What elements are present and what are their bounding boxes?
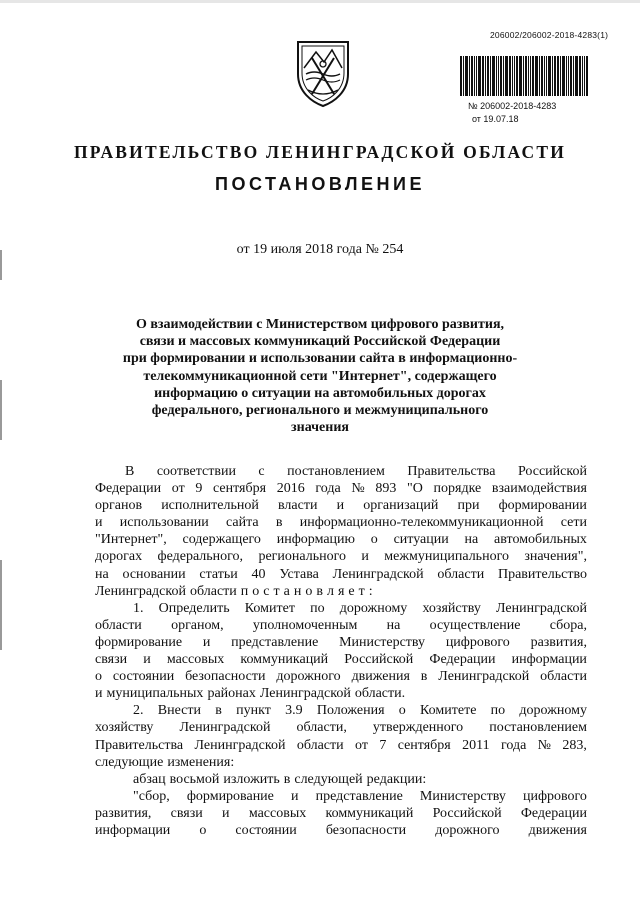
body-line — [95, 651, 587, 668]
word: постановлением — [287, 464, 385, 479]
word: постановлением — [489, 720, 587, 736]
scan-top-edge — [0, 0, 640, 3]
word: автомобильных — [494, 532, 587, 548]
word: на — [386, 617, 401, 633]
word: хозяйству — [422, 600, 481, 616]
word: области, — [296, 720, 347, 736]
word: от — [355, 737, 368, 753]
word: развития, — [530, 634, 587, 650]
word: области — [95, 617, 142, 633]
word: цифрового — [445, 634, 510, 650]
word: в — [316, 583, 323, 599]
word: содержащего — [182, 532, 261, 548]
word: В — [125, 464, 135, 479]
word: Российской — [517, 464, 587, 479]
word: "сбор, — [133, 788, 170, 804]
word: Ленинградской — [438, 669, 530, 685]
subject-line: телекоммуникационной сети "Интернет", содержащего — [143, 368, 497, 384]
word: массовых — [248, 805, 307, 821]
word: и — [222, 805, 230, 821]
word: движения — [351, 669, 410, 685]
word: Федерации — [429, 652, 496, 668]
word: движения — [528, 822, 587, 838]
word: состоянии — [112, 669, 175, 685]
registration-number: № 206002-2018-4283 — [468, 101, 557, 111]
word: пункт — [236, 703, 271, 719]
word: Ленинградской — [332, 566, 424, 582]
word: цифрового — [522, 788, 587, 804]
word: следующие — [95, 754, 164, 770]
word: н — [293, 583, 302, 599]
word: взаимодействия — [491, 481, 587, 497]
scan-edge-mark — [0, 560, 2, 650]
word: 9 — [195, 481, 203, 497]
word: сентября — [213, 481, 267, 497]
body-line — [95, 514, 587, 531]
body-line — [95, 583, 587, 600]
word: л — [326, 583, 334, 599]
word: информацию — [276, 532, 355, 548]
word: о — [370, 532, 378, 548]
word: № — [537, 737, 552, 753]
body-line — [95, 548, 587, 565]
body-line — [95, 634, 587, 651]
word: информационно-телекоммуникационной — [299, 515, 544, 531]
word: 893 — [375, 481, 397, 497]
resolution-body — [95, 463, 587, 839]
word: области. — [354, 686, 406, 702]
word: 2016 — [276, 481, 305, 497]
word: 283, — [562, 737, 587, 753]
word: в — [420, 669, 428, 685]
subject-line: при формировании и использовании сайта в информационно- — [122, 351, 518, 367]
word: органов — [95, 498, 143, 514]
word: муниципальных — [106, 686, 204, 702]
word: изложить — [223, 771, 280, 787]
body-line — [95, 600, 587, 617]
word: области — [437, 566, 485, 582]
word: сбора, — [549, 617, 587, 633]
word: Министерству — [339, 634, 426, 650]
word: связи — [170, 805, 203, 821]
word: Федерации — [520, 805, 587, 821]
word: № — [351, 481, 365, 497]
word: я — [337, 583, 345, 599]
word: федерального, — [157, 549, 244, 565]
word: и — [291, 788, 299, 804]
word: Ленинградской — [95, 583, 186, 599]
word: о — [252, 583, 260, 599]
word: формирование — [186, 788, 274, 804]
word: Правительства — [95, 737, 184, 753]
word: развития, — [95, 805, 152, 821]
word: использовании — [119, 515, 209, 531]
word: статьи — [199, 566, 238, 582]
word: Положения — [316, 703, 385, 719]
word: Российской — [344, 652, 414, 668]
word: Федерации — [95, 481, 162, 497]
word: Определить — [158, 600, 230, 616]
word: года — [315, 481, 341, 497]
word: связи — [95, 652, 128, 668]
word: на — [95, 566, 109, 582]
word: е — [348, 583, 355, 599]
word: области — [189, 583, 237, 599]
word: Устава — [279, 566, 319, 582]
word: т — [358, 583, 365, 599]
subject-line: значения — [291, 420, 349, 436]
body-line — [95, 702, 587, 719]
word: Ленинградской — [496, 600, 587, 616]
body-line — [95, 685, 587, 702]
word: Правительство — [497, 566, 587, 582]
word: области — [296, 737, 344, 753]
word: Внести — [157, 703, 201, 719]
word: Правительства — [407, 464, 496, 479]
word: т — [273, 583, 280, 599]
body-line — [95, 737, 587, 754]
document-type-title: ПОСТАНОВЛЕНИЕ — [215, 174, 425, 194]
word: 2. — [133, 703, 144, 719]
word: хозяйству — [95, 720, 154, 736]
word: с — [263, 583, 270, 599]
word: 7 — [379, 737, 387, 753]
scan-edge-mark — [0, 380, 2, 440]
word: утвержденного — [372, 720, 464, 736]
word: при — [457, 498, 480, 514]
word: массовых — [166, 652, 225, 668]
word: области — [540, 669, 587, 685]
word: состоянии — [235, 822, 297, 838]
body-line — [95, 480, 587, 497]
word: Министерству — [419, 788, 506, 804]
word: 2011 — [462, 737, 490, 753]
word: и — [361, 549, 369, 565]
word: дорогах — [95, 549, 143, 565]
body-line — [95, 805, 587, 822]
word: исполнительной — [161, 498, 259, 514]
word: регионального — [258, 549, 346, 565]
word: формирование — [95, 634, 183, 650]
word: и — [202, 634, 211, 650]
word: значения", — [524, 549, 587, 565]
word: следующей — [294, 771, 363, 787]
word: по — [310, 600, 325, 616]
barcode — [460, 56, 612, 96]
word: дорожному — [339, 600, 408, 616]
body-line — [95, 788, 587, 805]
body-line — [95, 617, 587, 634]
body-line — [95, 566, 587, 583]
word: Ленинградской — [179, 720, 271, 736]
word: от — [171, 481, 185, 497]
word: коммуникаций — [325, 805, 414, 821]
body-line — [95, 531, 587, 548]
government-title: ПРАВИТЕЛЬСТВО ЛЕНИНГРАДСКОЙ ОБЛАСТИ — [73, 142, 567, 162]
word: представление — [231, 634, 319, 650]
word: редакции: — [366, 771, 427, 787]
word: на — [464, 532, 479, 548]
word: Ленинградской — [259, 686, 351, 702]
body-line — [95, 822, 587, 839]
word: по — [490, 703, 506, 719]
coat-of-arms-icon — [294, 38, 352, 108]
resolution-subject — [120, 316, 520, 436]
subject-line: О взаимодействии с Министерством цифрового развития, — [135, 317, 505, 332]
word: и — [143, 652, 151, 668]
word: в — [275, 515, 283, 531]
registration-code: 206002/206002-2018-4283(1) — [490, 30, 609, 40]
word: 40 — [251, 566, 266, 582]
word: и — [95, 515, 103, 531]
word: изменения: — [167, 754, 235, 770]
word: о — [398, 703, 406, 719]
word: районах — [207, 686, 256, 702]
word: и — [95, 686, 103, 702]
word: с — [258, 464, 265, 479]
body-line — [95, 497, 587, 514]
word: представление — [315, 788, 403, 804]
word: безопасности — [325, 822, 407, 838]
word: уполномоченным — [252, 617, 358, 633]
word: восьмой — [169, 771, 220, 787]
word: в — [215, 703, 222, 719]
word: соответствии — [156, 464, 236, 479]
word: и — [336, 498, 345, 514]
word: Ленинградской — [194, 737, 286, 753]
word: Комитет — [244, 600, 295, 616]
word: организаций — [363, 498, 439, 514]
word: сети — [560, 515, 587, 531]
word: "Интернет", — [95, 532, 167, 548]
word: а — [283, 583, 290, 599]
body-line — [95, 754, 587, 771]
word: сентября — [397, 737, 451, 753]
body-line — [95, 668, 587, 685]
word: сайта — [225, 515, 259, 531]
body-line — [95, 719, 587, 736]
word: власти — [277, 498, 318, 514]
registration-date: от 19.07.18 — [472, 114, 519, 124]
word: информации — [511, 652, 587, 668]
word: коммуникаций — [240, 652, 329, 668]
word: Комитете — [420, 703, 477, 719]
word: о — [95, 669, 102, 685]
subject-line: связи и массовых коммуникаций Российской Федерации — [139, 334, 501, 350]
word: органом, — [171, 617, 224, 633]
body-line — [95, 463, 587, 480]
word: : — [368, 583, 373, 599]
word: п — [240, 583, 249, 599]
word: 1. — [133, 600, 144, 616]
word: "О — [407, 481, 423, 497]
resolution-date-number: от 19 июля 2018 года № 254 — [236, 242, 404, 257]
word: Российской — [432, 805, 502, 821]
word: 3.9 — [285, 703, 303, 719]
word: о — [305, 583, 313, 599]
word: ситуации — [393, 532, 449, 548]
subject-line: федерального, регионального и межмуниципального — [151, 403, 489, 419]
word: абзац — [133, 771, 166, 787]
word: порядке — [433, 481, 482, 497]
word: о — [199, 822, 207, 838]
word: межмуниципального — [384, 549, 509, 565]
word: года — [500, 737, 527, 753]
word: дорожного — [435, 822, 500, 838]
subject-line: информацию о ситуации на автомобильных дорогах — [154, 385, 486, 401]
body-line — [95, 771, 587, 788]
word: осуществление — [429, 617, 521, 633]
word: безопасности — [185, 669, 266, 685]
word: дорожному — [519, 703, 587, 719]
word: в — [283, 771, 291, 787]
word: формировании — [498, 498, 587, 514]
word: информации — [95, 822, 171, 838]
word: основании — [122, 566, 186, 582]
word: дорожного — [276, 669, 341, 685]
